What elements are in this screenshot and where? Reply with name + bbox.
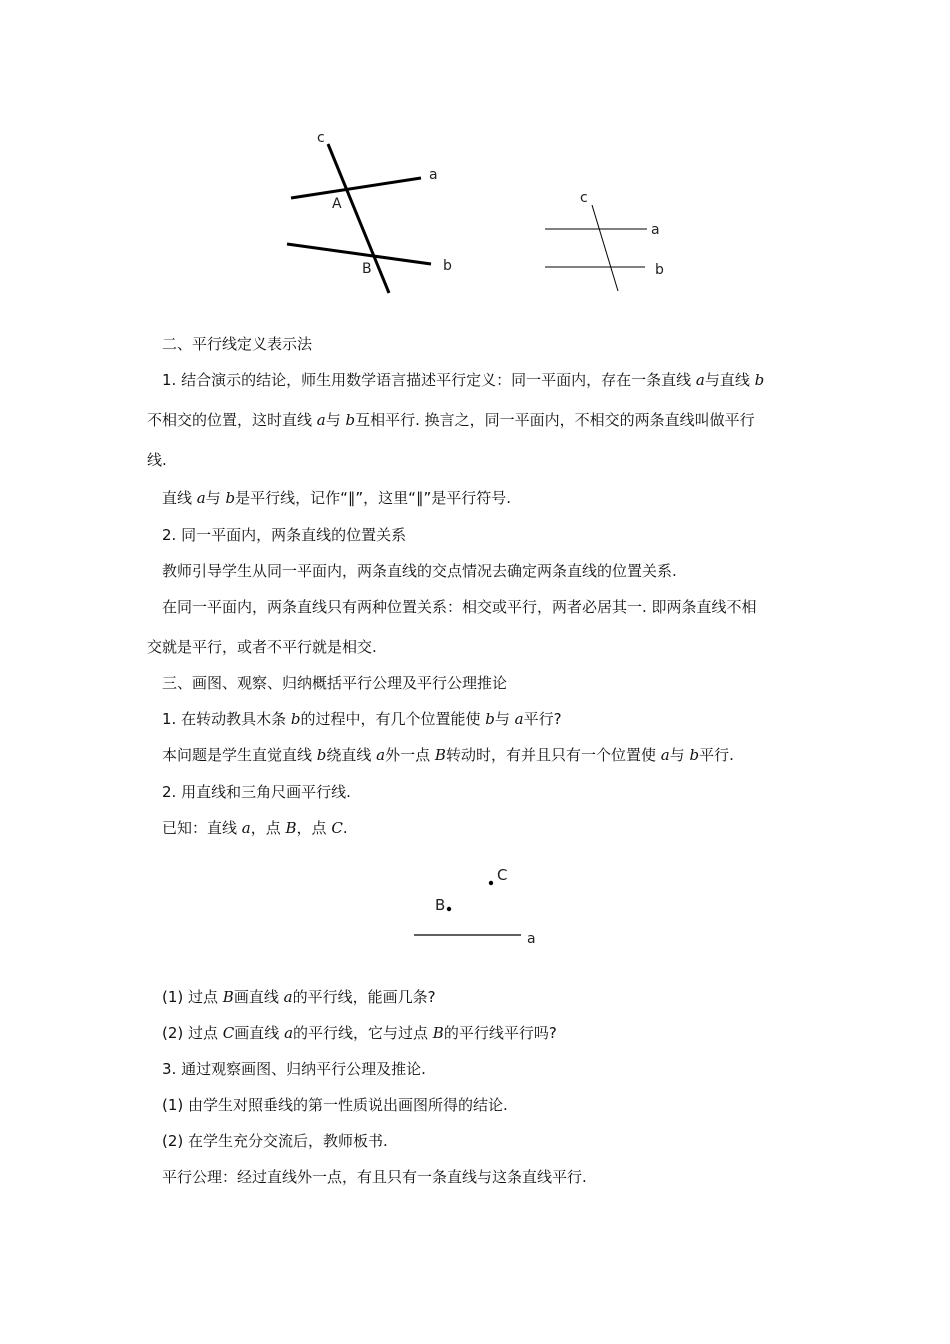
label-point-B: B [362, 261, 372, 277]
label-a: a [527, 931, 536, 947]
label-b: b [655, 262, 664, 278]
definition-line-1: 1. 结合演示的结论，师生用数学语言描述平行定义：同一平面内，存在一条直线 a与直线 b [162, 371, 765, 389]
label-point-A: A [332, 196, 342, 212]
figure-intersecting-lines [280, 125, 460, 300]
line-c [592, 205, 618, 291]
question-3-part-2: (2) 在学生充分交流后，教师板书. [162, 1132, 388, 1150]
point-B [447, 907, 451, 911]
question-3: 3. 通过观察画图、归纳平行公理及推论. [162, 1060, 426, 1078]
sub-question-1: (1) 过点 B画直线 a的平行线，能画几条? [162, 988, 436, 1006]
sub-question-2: (2) 过点 C画直线 a的平行线，它与过点 B的平行线平行吗? [162, 1024, 557, 1042]
label-c: c [580, 190, 588, 206]
question-2: 2. 用直线和三角尺画平行线. [162, 783, 351, 801]
section-3-heading: 三、画图、观察、归纳概括平行公理及平行公理推论 [162, 674, 508, 692]
line-a [291, 178, 421, 198]
relation-line-2: 交就是平行，或者不平行就是相交. [147, 638, 377, 656]
given-line: 已知：直线 a，点 B，点 C. [162, 819, 348, 837]
position-relation-heading: 2. 同一平面内，两条直线的位置关系 [162, 526, 407, 544]
point-C [489, 881, 493, 885]
question-1-answer: 本问题是学生直觉直线 b绕直线 a外一点 B转动时，有并且只有一个位置使 a与 b平行. [162, 746, 734, 764]
label-c: c [317, 130, 325, 146]
question-3-part-1: (1) 由学生对照垂线的第一性质说出画图所得的结论. [162, 1096, 508, 1114]
definition-line-2: 不相交的位置，这时直线 a与 b互相平行. 换言之，同一平面内，不相交的两条直线叫做平行 [147, 411, 755, 429]
label-B: B [435, 896, 446, 914]
relation-line-1: 在同一平面内，两条直线只有两种位置关系：相交或平行，两者必居其一. 即两条直线不相 [162, 598, 757, 616]
figure-points-and-line [405, 860, 555, 950]
notation-line: 直线 a与 b是平行线，记作“∥”，这里“∥”是平行符号. [162, 489, 511, 507]
line-c [328, 144, 389, 293]
label-a: a [651, 222, 660, 238]
line-b [287, 244, 431, 264]
teacher-guide-line: 教师引导学生从同一平面内，两条直线的交点情况去确定两条直线的位置关系. [162, 562, 677, 580]
label-b: b [443, 258, 452, 274]
question-1: 1. 在转动教具木条 b的过程中，有几个位置能使 b与 a平行? [162, 710, 562, 728]
figure-parallel-lines [540, 185, 680, 300]
definition-line-3: 线. [147, 451, 167, 469]
section-2-heading: 二、平行线定义表示法 [162, 335, 313, 353]
label-a: a [429, 167, 438, 183]
label-C: C [497, 866, 508, 884]
parallel-axiom: 平行公理：经过直线外一点，有且只有一条直线与这条直线平行. [162, 1168, 587, 1186]
